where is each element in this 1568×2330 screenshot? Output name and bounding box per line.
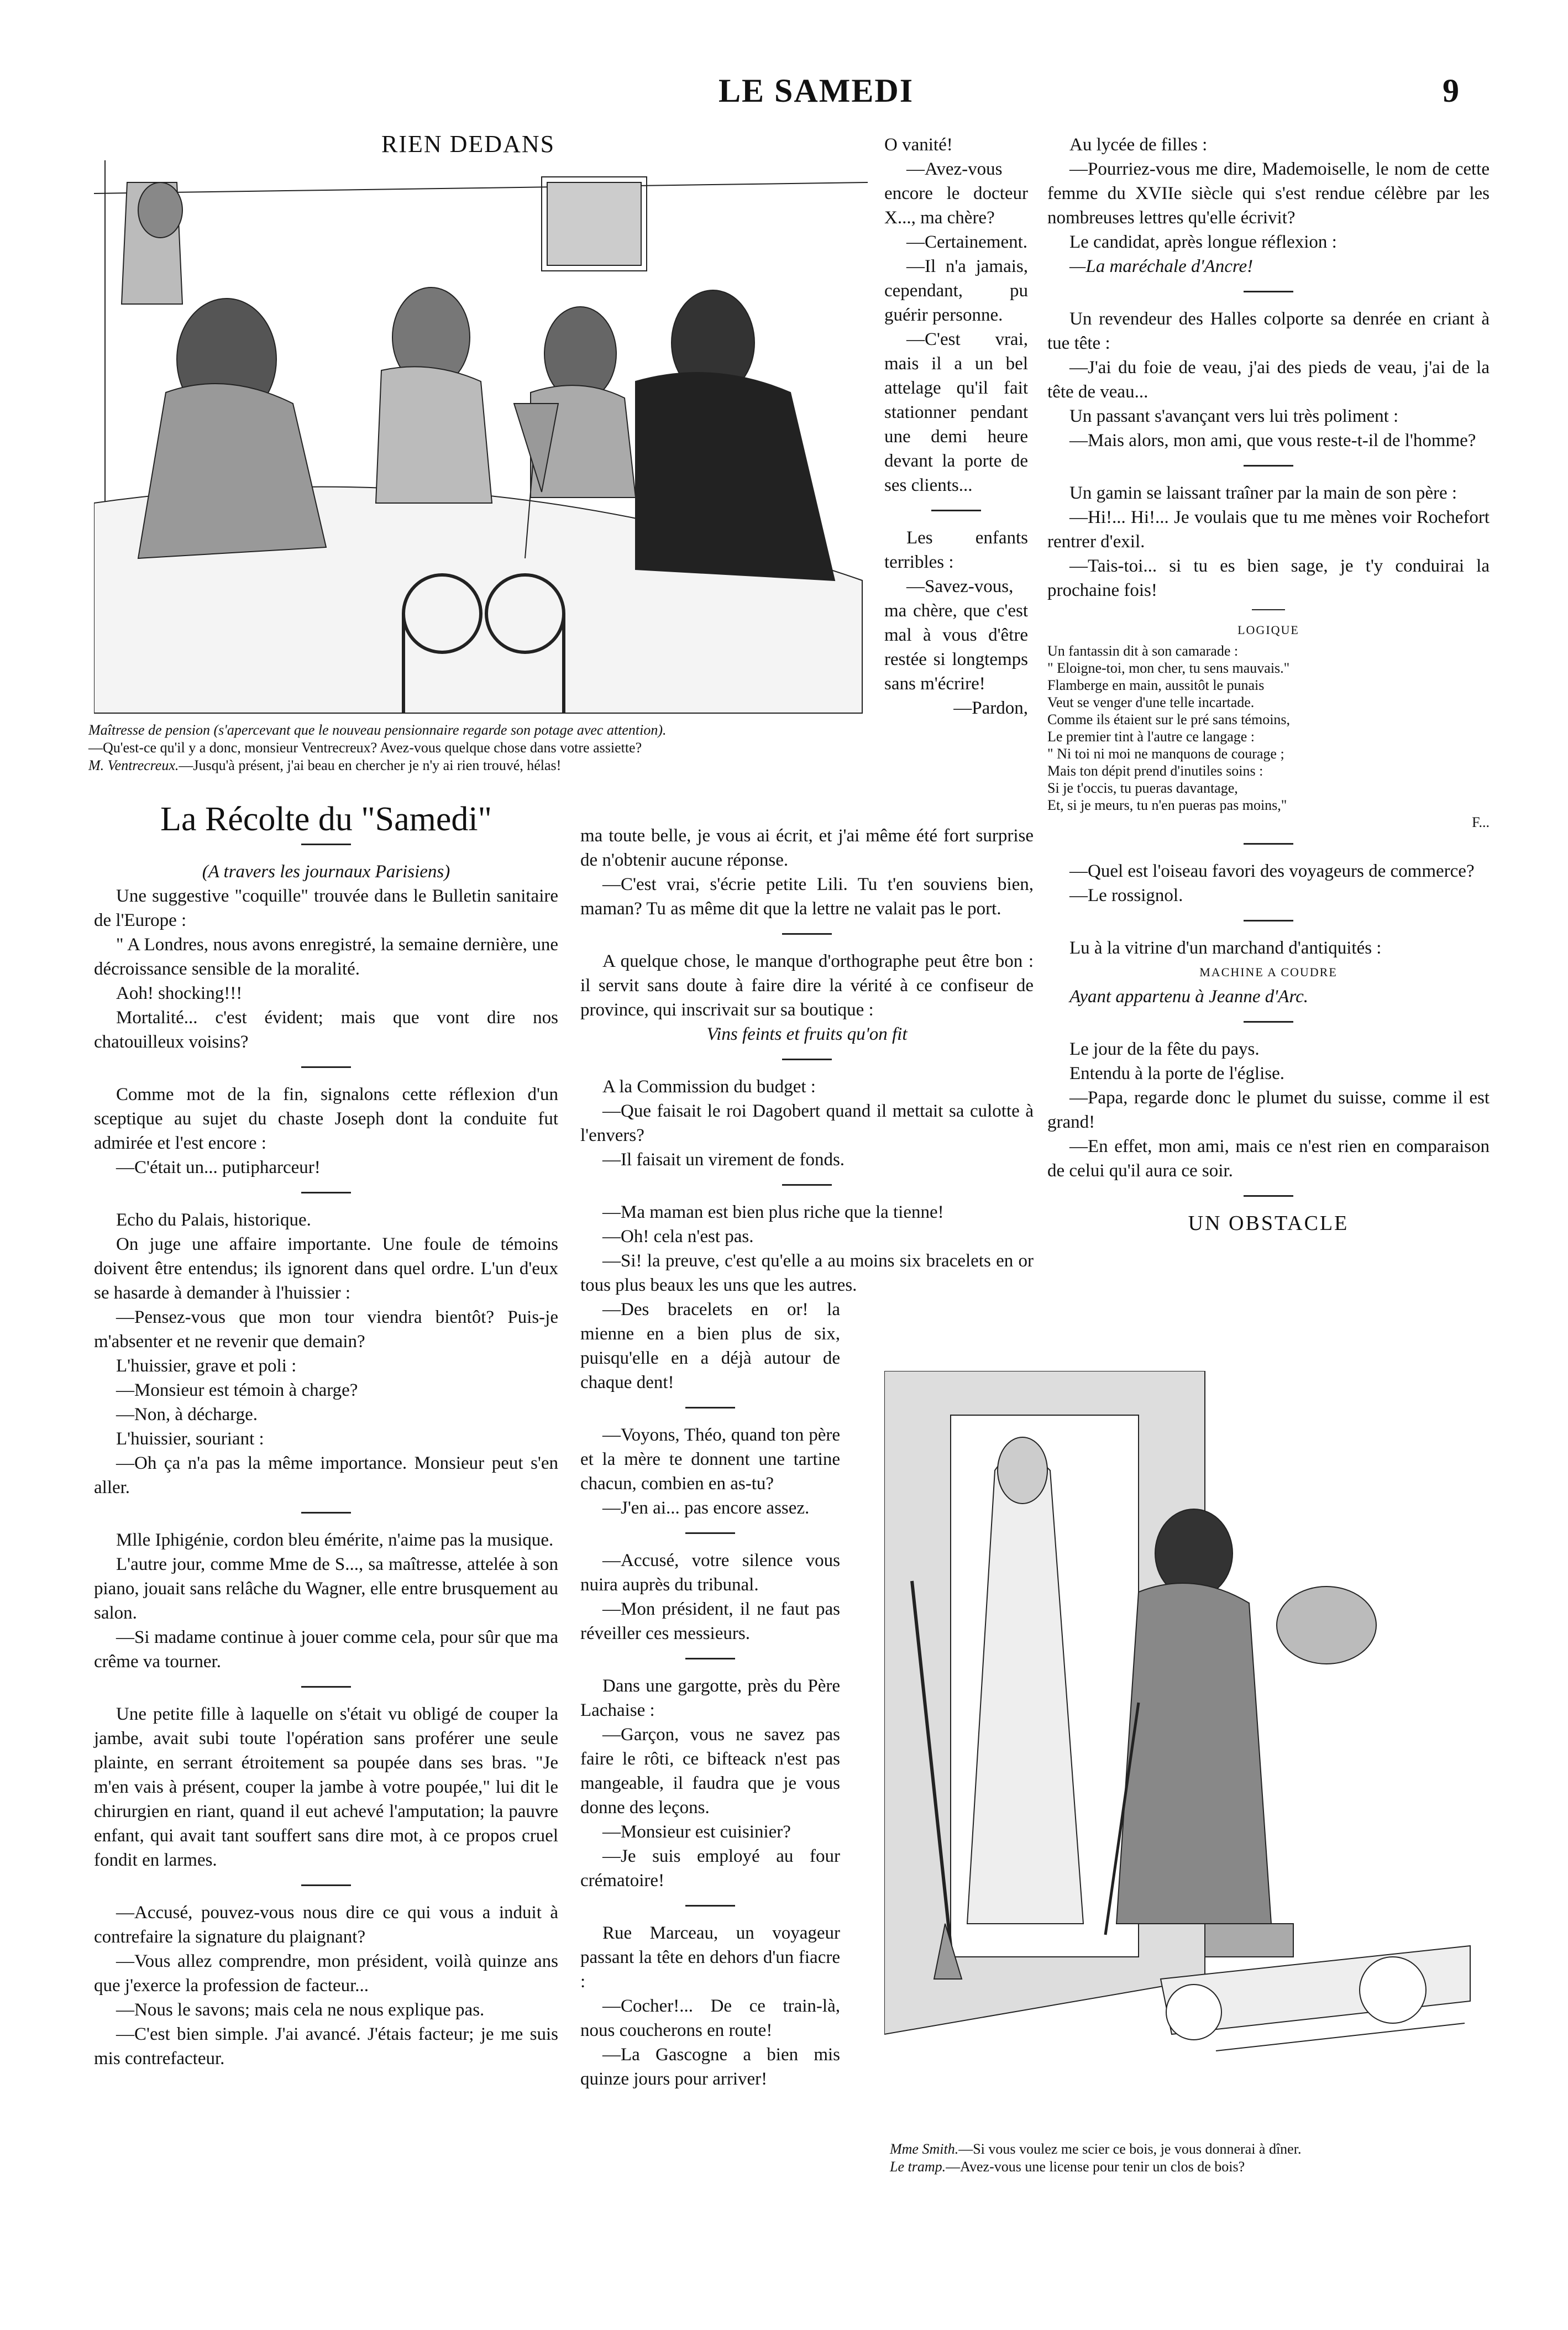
para: —Pourriez-vous me dire, Mademoiselle, le nom de cette femme du XVIIe siècle qui s'est rendue célèbre par les nombreuses lettres qu'elle écrivit? <box>1047 159 1490 228</box>
para: —Ma maman est bien plus riche que la tienne! <box>602 1202 944 1222</box>
dinner-caption <box>88 721 873 774</box>
poem-line: Flamberge en main, aussitôt le punais <box>1047 677 1265 693</box>
separator <box>931 510 981 511</box>
para: Au lycée de filles : <box>1069 135 1208 155</box>
para: —Savez-vous, ma chère, que c'est mal à vous d'être restée si longtemps sans m'écrire! <box>884 577 1028 694</box>
poem-line: " Ni toi ni moi ne manquons de courage ; <box>1047 746 1284 762</box>
obstacle-illustration <box>884 1371 1481 2134</box>
para: Vins feints et fruits qu'on fit <box>706 1024 908 1044</box>
column-b-top <box>884 133 1028 720</box>
page-header <box>0 72 1568 116</box>
para: —Certainement. <box>906 232 1028 252</box>
para: —Non, à décharge. <box>116 1405 258 1425</box>
para: —Que faisait le roi Dagobert quand il mettait sa culotte à l'envers? <box>580 1101 1034 1145</box>
para: —Accusé, votre silence vous nuira auprès du tribunal. <box>580 1551 840 1595</box>
caption-speaker-1: Maîtresse de pension <box>88 722 210 738</box>
separator <box>1244 1021 1293 1023</box>
para: —Des bracelets en or! la mienne en a bien plus de six, puisqu'elle en a déjà autour de chaque dent! <box>580 1300 840 1392</box>
recolte-subtitle: (A travers les journaux Parisiens) <box>202 862 450 882</box>
para: —Mon président, il ne faut pas réveiller ces messieurs. <box>580 1599 840 1643</box>
para: —J'ai du foie de veau, j'ai des pieds de veau, j'ai de la tête de veau... <box>1047 358 1490 402</box>
caption-speaker-3: M. Ventrecreux. <box>88 757 179 773</box>
dinner-table-illustration <box>94 160 879 719</box>
separator <box>1252 609 1285 610</box>
para: O vanité! <box>884 135 953 155</box>
separator <box>782 933 832 935</box>
para: ma toute belle, je vous ai écrit, et j'ai même été fort surprise de n'obtenir aucune réponse. <box>580 826 1034 870</box>
para: —Mais alors, mon ami, que vous reste-t-il de l'homme? <box>1069 431 1476 451</box>
separator <box>685 1407 735 1409</box>
separator <box>301 1884 351 1886</box>
para: —Papa, regarde donc le plumet du suisse, comme il est grand! <box>1047 1088 1490 1132</box>
para: Les enfants terribles : <box>884 528 1028 572</box>
para: L'huissier, souriant : <box>116 1429 264 1449</box>
page-number: 9 <box>1443 72 1459 109</box>
para: Aoh! shocking!!! <box>116 983 243 1003</box>
column-c <box>1047 133 1490 1235</box>
para: —Voyons, Théo, quand ton père et la mère te donnent une tartine chacun, combien en as-tu? <box>580 1425 840 1494</box>
para: Rue Marceau, un voyageur passant la tête en dehors d'un fiacre : <box>580 1923 840 1992</box>
para: —En effet, mon ami, mais ce n'est rien en comparaison de celui qu'il aura ce soir. <box>1047 1137 1490 1181</box>
logique-title: LOGIQUE <box>1237 623 1299 637</box>
para: —Monsieur est cuisinier? <box>602 1822 791 1842</box>
para: Une suggestive "coquille" trouvée dans le Bulletin sanitaire de l'Europe : <box>94 886 558 930</box>
para: Dans une gargotte, près du Père Lachaise : <box>580 1676 840 1720</box>
poem-signature: F... <box>1472 814 1490 830</box>
para: Echo du Palais, historique. <box>116 1210 311 1230</box>
poem-line: Et, si je meurs, tu n'en pueras pas moins," <box>1047 797 1287 813</box>
separator <box>1244 1195 1293 1197</box>
para: —C'était un... putipharceur! <box>116 1158 321 1177</box>
poem-line: Mais ton dépit prend d'inutiles soins : <box>1047 763 1263 779</box>
para: A quelque chose, le manque d'orthographe peut être bon : il servit sans doute à faire dire la vérité à ce confiseur de province, qui inscrivait sur sa boutique : <box>580 951 1034 1020</box>
para: Le candidat, après longue réflexion : <box>1069 232 1337 252</box>
para: —La Gascogne a bien mis quinze jours pour arriver! <box>580 2045 840 2089</box>
para: —Il faisait un virement de fonds. <box>602 1150 845 1170</box>
caption-speaker-2: Le tramp. <box>890 2159 946 2175</box>
para: L'huissier, grave et poli : <box>116 1356 297 1376</box>
caption-text-1: (s'apercevant que le nouveau pensionnaire regarde son potage avec attention). <box>213 722 667 738</box>
para: —Le rossignol. <box>1069 886 1183 905</box>
para: Lu à la vitrine d'un marchand d'antiquités : <box>1069 938 1382 958</box>
para: —Hi!... Hi!... Je voulais que tu me mènes voir Rochefort rentrer d'exil. <box>1047 507 1490 552</box>
para: —C'est bien simple. J'ai avancé. J'étais facteur; je me suis mis contrefacteur. <box>94 2024 558 2069</box>
para: —Oh ça n'a pas la même importance. Monsieur peut s'en aller. <box>94 1453 558 1498</box>
para: On juge une affaire importante. Une foule de témoins doivent être entendus; ils ignorent dans quel ordre. L'un d'eux se hasarde à demander à l'huissier : <box>94 1234 558 1303</box>
para: Le jour de la fête du pays. <box>1069 1039 1260 1059</box>
para: —La maréchale d'Ancre! <box>1069 256 1254 276</box>
para: Un passant s'avançant vers lui très poliment : <box>1069 406 1399 426</box>
para: —C'est vrai, s'écrie petite Lili. Tu t'en souviens bien, maman? Tu as même dit que la lettre ne valait pas le port. <box>580 875 1034 919</box>
shop-sign: MACHINE A COUDRE <box>1199 965 1338 979</box>
separator <box>301 1512 351 1514</box>
journal-title: LE SAMEDI <box>719 72 914 109</box>
para: —Il n'a jamais, cependant, pu guérir personne. <box>884 256 1028 325</box>
para: Mortalité... c'est évident; mais que vont dire nos chatouilleux voisins? <box>94 1008 558 1052</box>
obstacle-caption <box>890 2140 1487 2176</box>
para: —Garçon, vous ne savez pas faire le rôti, ce bifteack n'est pas mangeable, il faudra que je vous donne des leçons. <box>580 1725 840 1818</box>
para: —Pensez-vous que mon tour viendra bientôt? Puis-je m'absenter et ne revenir que demain? <box>94 1307 558 1352</box>
para: —Avez-vous encore le docteur X..., ma chère? <box>884 159 1028 228</box>
para: Ayant appartenu à Jeanne d'Arc. <box>1069 987 1308 1007</box>
para: —Quel est l'oiseau favori des voyageurs de commerce? <box>1069 861 1475 881</box>
para: —Si madame continue à jouer comme cela, pour sûr que ma crême va tourner. <box>94 1627 558 1672</box>
para: —J'en ai... pas encore assez. <box>602 1498 810 1518</box>
poem-line: Comme ils étaient sur le pré sans témoins, <box>1047 711 1291 727</box>
rien-dedans-title: RIEN DEDANS <box>381 130 555 158</box>
separator <box>301 1066 351 1068</box>
separator <box>1244 843 1293 845</box>
separator <box>685 1658 735 1659</box>
separator <box>782 1059 832 1060</box>
para: —Cocher!... De ce train-là, nous coucherons en route! <box>580 1996 840 2040</box>
obstacle-title: UN OBSTACLE <box>1188 1212 1349 1235</box>
separator <box>685 1905 735 1907</box>
separator <box>1244 291 1293 292</box>
separator <box>301 844 351 845</box>
caption-text-2: —Avez-vous une license pour tenir un clos de bois? <box>946 2159 1245 2175</box>
caption-text-1: —Si vous voulez me scier ce bois, je vous donnerai à dîner. <box>958 2141 1302 2157</box>
para: —Je suis employé au four crématoire! <box>580 1846 840 1891</box>
column-a <box>94 800 558 2071</box>
poem-line: Un fantassin dit à son camarade : <box>1047 643 1239 659</box>
para: —Monsieur est témoin à charge? <box>116 1380 358 1400</box>
separator <box>685 1532 735 1534</box>
separator <box>782 1184 832 1186</box>
para: —Oh! cela n'est pas. <box>602 1227 754 1247</box>
para: —Tais-toi... si tu es bien sage, je t'y conduirai la prochaine fois! <box>1047 556 1490 600</box>
para: Une petite fille à laquelle on s'était vu obligé de couper la jambe, avait subi toute l'opération sans proférer une seule plainte, en serrant étroitement sa poupée dans ses bras. "Je m'en vais à présent, couper la jambe à votre poupée," lui dit le chirurgien en riant, quand il eut achevé l'amputation; la pauvre enfant, qui avait tant souffert sans dire mot, à ce propos cruel fondit en larmes. <box>94 1704 558 1870</box>
recolte-title: La Récolte du "Samedi" <box>160 800 492 838</box>
narrow-block <box>580 1297 840 2091</box>
separator <box>301 1686 351 1688</box>
para: —Vous allez comprendre, mon président, voilà quinze ans que j'exerce la profession de facteur... <box>94 1951 558 1996</box>
para: —Accusé, pouvez-vous nous dire ce qui vous a induit à contrefaire la signature du plaignant? <box>94 1903 558 1947</box>
para: —C'est vrai, mais il a un bel attelage qu'il fait stationner pendant une demi heure devant la porte de ses clients... <box>884 329 1028 495</box>
caption-text-3: —Jusqu'à présent, j'ai beau en chercher je n'y ai rien trouvé, hélas! <box>179 757 562 773</box>
poem-line: Veut se venger d'une telle incartade. <box>1047 694 1255 710</box>
caption-speaker-1: Mme Smith. <box>890 2141 959 2157</box>
para: —Si! la preuve, c'est qu'elle a au moins six bracelets en or tous plus beaux les uns que les autres. <box>580 1251 1034 1295</box>
para: —Nous le savons; mais cela ne nous explique pas. <box>116 2000 485 2020</box>
para: " A Londres, nous avons enregistré, la semaine dernière, une décroissance sensible de la moralité. <box>94 935 558 979</box>
para: —Pardon, <box>953 698 1028 718</box>
poem-line: Si je t'occis, tu pueras davantage, <box>1047 780 1238 796</box>
para: Mlle Iphigénie, cordon bleu émérite, n'aime pas la musique. <box>116 1530 554 1550</box>
para: Comme mot de la fin, signalons cette réflexion d'un sceptique au sujet du chaste Joseph dont la conduite fut admirée et l'est encore : <box>94 1085 558 1153</box>
poem-line: Le premier tint à l'autre ce langage : <box>1047 729 1255 745</box>
poem-line: " Eloigne-toi, mon cher, tu sens mauvais." <box>1047 660 1290 676</box>
separator <box>301 1192 351 1193</box>
para: A la Commission du budget : <box>602 1077 816 1097</box>
separator <box>1244 920 1293 921</box>
separator <box>1244 465 1293 467</box>
caption-line-2: —Qu'est-ce qu'il y a donc, monsieur Ventrecreux? Avez-vous quelque chose dans votre assiette? <box>88 740 642 756</box>
para: Un gamin se laissant traîner par la main de son père : <box>1069 483 1457 503</box>
para: L'autre jour, comme Mme de S..., sa maîtresse, attelée à son piano, jouait sans relâche du Wagner, elle entre brusquement au salon. <box>94 1554 558 1623</box>
para: Un revendeur des Halles colporte sa denrée en criant à tue tête : <box>1047 309 1490 353</box>
para: Entendu à la porte de l'église. <box>1069 1064 1284 1083</box>
